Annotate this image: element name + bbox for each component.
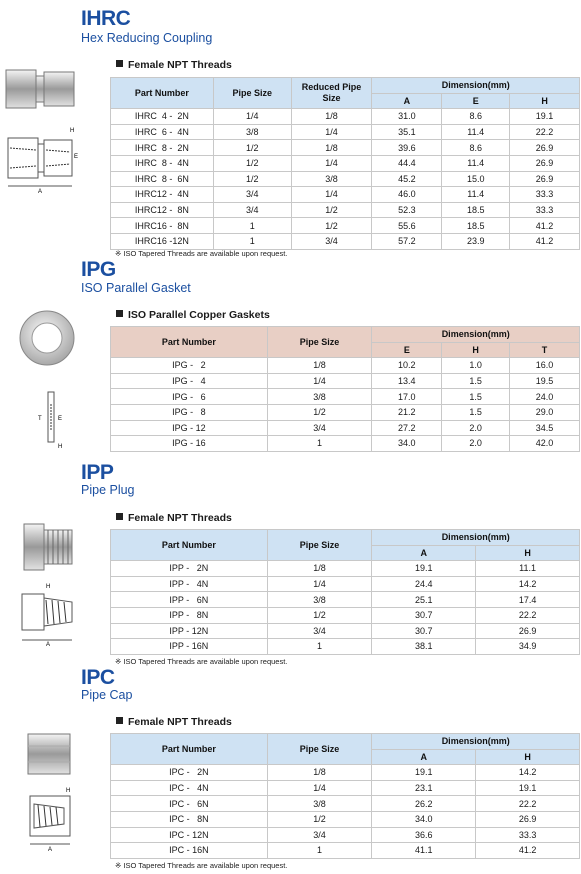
table-cell: 1/2 bbox=[267, 607, 372, 623]
table-cell: 1/4 bbox=[291, 187, 372, 203]
table-cell: 11.4 bbox=[442, 124, 510, 140]
table-cell: IPG - 2 bbox=[111, 358, 268, 374]
table-cell: 1 bbox=[213, 233, 291, 249]
table-cell: 1/8 bbox=[267, 765, 372, 781]
table-cell: 1/4 bbox=[267, 780, 372, 796]
ipp-col-a: A bbox=[372, 545, 476, 561]
table-cell: 41.2 bbox=[510, 233, 580, 249]
table-cell: 2.0 bbox=[442, 436, 510, 452]
ipg-table-label: ISO Parallel Copper Gaskets bbox=[116, 309, 270, 321]
table-cell: 1.5 bbox=[442, 373, 510, 389]
table-row bbox=[111, 827, 580, 843]
ipc-photo bbox=[24, 730, 76, 778]
table-cell: 3/4 bbox=[213, 187, 291, 203]
table-cell: 1/4 bbox=[267, 373, 372, 389]
ihrc-subtitle: Hex Reducing Coupling bbox=[81, 31, 213, 45]
table-cell: 23.1 bbox=[372, 780, 476, 796]
table-cell: 26.9 bbox=[476, 811, 580, 827]
table-row bbox=[111, 639, 580, 655]
ipg-drawing bbox=[34, 384, 74, 452]
table-cell: 1 bbox=[267, 639, 372, 655]
table-cell: 52.3 bbox=[372, 202, 442, 218]
table-cell: 30.7 bbox=[372, 607, 476, 623]
table-cell: IPC - 4N bbox=[111, 780, 268, 796]
table-cell: 24.4 bbox=[372, 576, 476, 592]
ihrc-col-e: E bbox=[442, 93, 510, 109]
table-cell: IPG - 12 bbox=[111, 420, 268, 436]
table-cell: 45.2 bbox=[372, 171, 442, 187]
table-cell: 19.1 bbox=[372, 561, 476, 577]
table-cell: 3/8 bbox=[267, 592, 372, 608]
table-cell: 42.0 bbox=[510, 436, 580, 452]
ipc-subtitle: Pipe Cap bbox=[81, 688, 133, 702]
table-cell: 3/8 bbox=[267, 389, 372, 405]
table-cell: IPP - 2N bbox=[111, 561, 268, 577]
ipc-col-part: Part Number bbox=[111, 734, 268, 765]
table-cell: 3/8 bbox=[267, 796, 372, 812]
table-cell: 1/8 bbox=[291, 109, 372, 125]
table-cell: 1/2 bbox=[213, 140, 291, 156]
table-cell: 1/4 bbox=[267, 576, 372, 592]
table-cell: 26.9 bbox=[476, 623, 580, 639]
table-cell: 3/4 bbox=[213, 202, 291, 218]
table-cell: IHRC12 - 4N bbox=[111, 187, 214, 203]
table-cell: 1/4 bbox=[213, 109, 291, 125]
ipc-table-label: Female NPT Threads bbox=[116, 716, 232, 728]
ipp-col-part: Part Number bbox=[111, 530, 268, 561]
table-cell: 16.0 bbox=[510, 358, 580, 374]
table-cell: IHRC16 - 8N bbox=[111, 218, 214, 234]
ipc-col-a: A bbox=[372, 749, 476, 765]
table-cell: 14.2 bbox=[476, 765, 580, 781]
table-cell: 3/8 bbox=[291, 171, 372, 187]
ipp-col-h: H bbox=[476, 545, 580, 561]
table-row bbox=[111, 140, 580, 156]
ipc-col-dimension: Dimension(mm) bbox=[372, 734, 580, 750]
table-cell: IPC - 16N bbox=[111, 843, 268, 859]
table-cell: 3/4 bbox=[291, 233, 372, 249]
ihrc-col-a: A bbox=[372, 93, 442, 109]
table-row bbox=[111, 404, 580, 420]
table-cell: 26.9 bbox=[510, 171, 580, 187]
ihrc-note: ※ ISO Tapered Threads are available upon request. bbox=[115, 249, 288, 258]
table-cell: 25.1 bbox=[372, 592, 476, 608]
ipc-drawing bbox=[24, 786, 80, 852]
ipg-col-t: T bbox=[510, 342, 580, 358]
table-cell: 19.1 bbox=[476, 780, 580, 796]
table-cell: 34.0 bbox=[372, 811, 476, 827]
table-cell: 11.4 bbox=[442, 187, 510, 203]
table-row bbox=[111, 623, 580, 639]
table-cell: 1/2 bbox=[267, 811, 372, 827]
table-cell: 17.4 bbox=[476, 592, 580, 608]
table-cell: 1/2 bbox=[291, 218, 372, 234]
table-cell: 1/4 bbox=[291, 155, 372, 171]
ihrc-col-h: H bbox=[510, 93, 580, 109]
table-cell: 3/4 bbox=[267, 827, 372, 843]
table-cell: 36.6 bbox=[372, 827, 476, 843]
table-row bbox=[111, 202, 580, 218]
table-cell: 22.2 bbox=[476, 607, 580, 623]
table-cell: IPG - 16 bbox=[111, 436, 268, 452]
table-cell: 1/2 bbox=[291, 202, 372, 218]
svg-text:A: A bbox=[45, 642, 51, 648]
table-cell: IPG - 6 bbox=[111, 389, 268, 405]
table-row bbox=[111, 436, 580, 452]
table-cell: IHRC12 - 8N bbox=[111, 202, 214, 218]
table-cell: 26.9 bbox=[510, 155, 580, 171]
ipp-table bbox=[110, 529, 580, 655]
svg-text:H: H bbox=[66, 788, 71, 794]
svg-text:E: E bbox=[58, 416, 63, 422]
svg-text:A: A bbox=[37, 189, 43, 194]
table-row bbox=[111, 765, 580, 781]
table-cell: IPC - 8N bbox=[111, 811, 268, 827]
table-row bbox=[111, 576, 580, 592]
table-cell: 1 bbox=[213, 218, 291, 234]
table-cell: 34.5 bbox=[510, 420, 580, 436]
table-cell: 3/8 bbox=[213, 124, 291, 140]
table-cell: IPG - 4 bbox=[111, 373, 268, 389]
table-cell: IPP - 6N bbox=[111, 592, 268, 608]
table-cell: 35.1 bbox=[372, 124, 442, 140]
table-cell: 41.1 bbox=[372, 843, 476, 859]
table-cell: 38.1 bbox=[372, 639, 476, 655]
svg-text:T: T bbox=[38, 416, 42, 422]
ihrc-col-pipe: Pipe Size bbox=[213, 78, 291, 109]
table-cell: 15.0 bbox=[442, 171, 510, 187]
table-cell: 1 bbox=[267, 436, 372, 452]
table-cell: 1/2 bbox=[213, 171, 291, 187]
ihrc-col-part: Part Number bbox=[111, 78, 214, 109]
table-row bbox=[111, 373, 580, 389]
table-row bbox=[111, 592, 580, 608]
table-cell: IHRC 6 - 4N bbox=[111, 124, 214, 140]
table-cell: 23.9 bbox=[442, 233, 510, 249]
table-cell: 27.2 bbox=[372, 420, 442, 436]
svg-text:H: H bbox=[46, 584, 51, 590]
table-row bbox=[111, 171, 580, 187]
table-cell: IHRC 4 - 2N bbox=[111, 109, 214, 125]
ipp-subtitle: Pipe Plug bbox=[81, 483, 135, 497]
table-cell: 22.2 bbox=[510, 124, 580, 140]
ipp-col-pipe: Pipe Size bbox=[267, 530, 372, 561]
ipg-title: IPG bbox=[81, 258, 116, 281]
table-cell: 46.0 bbox=[372, 187, 442, 203]
table-cell: 8.6 bbox=[442, 109, 510, 125]
ihrc-photo bbox=[4, 64, 76, 114]
ihrc-col-dimension: Dimension(mm) bbox=[372, 78, 580, 94]
table-row bbox=[111, 233, 580, 249]
table-cell: 18.5 bbox=[442, 202, 510, 218]
ipg-col-h: H bbox=[442, 342, 510, 358]
table-cell: 1/2 bbox=[213, 155, 291, 171]
table-cell: 33.3 bbox=[510, 187, 580, 203]
table-cell: 10.2 bbox=[372, 358, 442, 374]
table-cell: 2.0 bbox=[442, 420, 510, 436]
table-cell: 3/4 bbox=[267, 420, 372, 436]
table-cell: 31.0 bbox=[372, 109, 442, 125]
table-cell: IPG - 8 bbox=[111, 404, 268, 420]
table-cell: 21.2 bbox=[372, 404, 442, 420]
table-cell: 17.0 bbox=[372, 389, 442, 405]
table-row bbox=[111, 811, 580, 827]
table-row bbox=[111, 796, 580, 812]
table-cell: IPP - 4N bbox=[111, 576, 268, 592]
table-cell: 26.9 bbox=[510, 140, 580, 156]
table-cell: IHRC 8 - 2N bbox=[111, 140, 214, 156]
ipg-subtitle: ISO Parallel Gasket bbox=[81, 281, 191, 295]
svg-text:H: H bbox=[58, 444, 63, 450]
table-cell: 33.3 bbox=[510, 202, 580, 218]
table-cell: 30.7 bbox=[372, 623, 476, 639]
table-row bbox=[111, 780, 580, 796]
svg-text:E: E bbox=[74, 154, 79, 160]
table-cell: 8.6 bbox=[442, 140, 510, 156]
ipg-col-e: E bbox=[372, 342, 442, 358]
table-cell: 1/8 bbox=[267, 358, 372, 374]
table-cell: IPP - 16N bbox=[111, 639, 268, 655]
table-cell: IPC - 2N bbox=[111, 765, 268, 781]
table-row bbox=[111, 420, 580, 436]
table-cell: 1.5 bbox=[442, 404, 510, 420]
ipg-col-pipe: Pipe Size bbox=[267, 327, 372, 358]
table-cell: 13.4 bbox=[372, 373, 442, 389]
table-cell: 11.1 bbox=[476, 561, 580, 577]
table-cell: 55.6 bbox=[372, 218, 442, 234]
table-row bbox=[111, 389, 580, 405]
table-cell: IPC - 12N bbox=[111, 827, 268, 843]
table-row bbox=[111, 155, 580, 171]
table-cell: IPP - 8N bbox=[111, 607, 268, 623]
ipc-title: IPC bbox=[81, 666, 115, 689]
table-cell: 1 bbox=[267, 843, 372, 859]
table-row bbox=[111, 187, 580, 203]
ipc-col-pipe: Pipe Size bbox=[267, 734, 372, 765]
table-cell: 1.0 bbox=[442, 358, 510, 374]
table-cell: 41.2 bbox=[510, 218, 580, 234]
table-cell: 33.3 bbox=[476, 827, 580, 843]
ihrc-col-reduced: Reduced Pipe Size bbox=[291, 78, 372, 109]
ipp-table-label: Female NPT Threads bbox=[116, 512, 232, 524]
table-cell: 44.4 bbox=[372, 155, 442, 171]
svg-text:A: A bbox=[47, 847, 53, 852]
ipc-col-h: H bbox=[476, 749, 580, 765]
ihrc-table-label: Female NPT Threads bbox=[116, 59, 232, 71]
table-cell: IPP - 12N bbox=[111, 623, 268, 639]
table-cell: 22.2 bbox=[476, 796, 580, 812]
table-cell: 1/8 bbox=[291, 140, 372, 156]
table-cell: 1.5 bbox=[442, 389, 510, 405]
table-cell: IHRC 8 - 4N bbox=[111, 155, 214, 171]
table-cell: 1/4 bbox=[291, 124, 372, 140]
ipp-photo bbox=[20, 520, 76, 576]
table-cell: 19.5 bbox=[510, 373, 580, 389]
ipp-title: IPP bbox=[81, 461, 114, 484]
table-cell: 19.1 bbox=[510, 109, 580, 125]
table-cell: 1/8 bbox=[267, 561, 372, 577]
table-cell: 24.0 bbox=[510, 389, 580, 405]
table-cell: 41.2 bbox=[476, 843, 580, 859]
table-row bbox=[111, 561, 580, 577]
svg-text:H: H bbox=[70, 128, 75, 134]
table-cell: IPC - 6N bbox=[111, 796, 268, 812]
ihrc-table bbox=[110, 77, 580, 250]
table-row bbox=[111, 109, 580, 125]
table-cell: 29.0 bbox=[510, 404, 580, 420]
ipg-col-part: Part Number bbox=[111, 327, 268, 358]
ipc-table bbox=[110, 733, 580, 859]
table-cell: 3/4 bbox=[267, 623, 372, 639]
ihrc-title: IHRC bbox=[81, 7, 131, 30]
table-cell: 57.2 bbox=[372, 233, 442, 249]
ipg-col-dimension: Dimension(mm) bbox=[372, 327, 580, 343]
table-cell: 34.0 bbox=[372, 436, 442, 452]
table-cell: 26.2 bbox=[372, 796, 476, 812]
table-row bbox=[111, 843, 580, 859]
table-cell: IHRC 8 - 6N bbox=[111, 171, 214, 187]
ipp-col-dimension: Dimension(mm) bbox=[372, 530, 580, 546]
ipp-drawing bbox=[18, 582, 78, 648]
table-cell: 34.9 bbox=[476, 639, 580, 655]
table-row bbox=[111, 607, 580, 623]
ihrc-drawing bbox=[4, 124, 80, 194]
table-cell: 39.6 bbox=[372, 140, 442, 156]
table-cell: 1/2 bbox=[267, 404, 372, 420]
table-cell: 11.4 bbox=[442, 155, 510, 171]
table-cell: 19.1 bbox=[372, 765, 476, 781]
table-row bbox=[111, 124, 580, 140]
ipp-note: ※ ISO Tapered Threads are available upon request. bbox=[115, 657, 288, 666]
ipg-table bbox=[110, 326, 580, 452]
table-cell: 18.5 bbox=[442, 218, 510, 234]
ipg-photo bbox=[18, 308, 76, 368]
table-row bbox=[111, 358, 580, 374]
ipc-note: ※ ISO Tapered Threads are available upon request. bbox=[115, 861, 288, 870]
table-cell: IHRC16 -12N bbox=[111, 233, 214, 249]
table-row bbox=[111, 218, 580, 234]
table-cell: 14.2 bbox=[476, 576, 580, 592]
